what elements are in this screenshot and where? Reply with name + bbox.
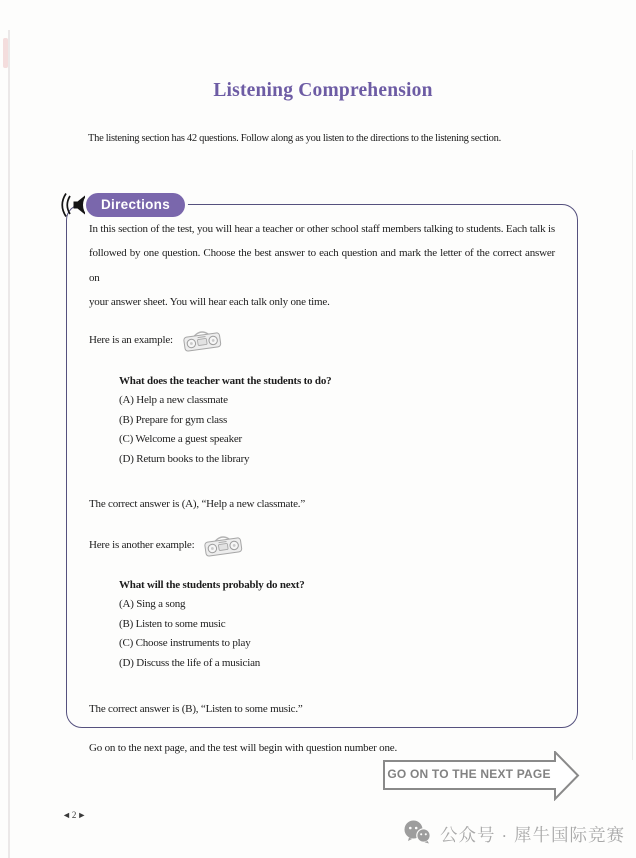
speaker-icon bbox=[60, 192, 87, 219]
scan-edge-artifact-right bbox=[632, 150, 633, 760]
answer-option: (C) Choose instruments to play bbox=[119, 637, 251, 650]
intro-text: The listening section has 42 questions. Follow along as you listen to the directions to the listening section. bbox=[88, 133, 501, 144]
directions-paragraph-line: followed by one question. Choose the best answer to each question and mark the letter of the correct answer on bbox=[89, 247, 555, 284]
watermark bbox=[403, 820, 625, 849]
page-title: Listening Comprehension bbox=[213, 80, 433, 101]
answer-option: (D) Return books to the library bbox=[119, 452, 250, 465]
page-number: ◄2► bbox=[62, 810, 88, 820]
watermark-text: 公众号 · 犀牛国际竞赛 bbox=[440, 825, 626, 845]
directions-paragraph-line: In this section of the test, you will hear a teacher or other school staff members talking to students. Each talk is bbox=[89, 223, 555, 235]
example2-question-block bbox=[119, 576, 555, 673]
closing-text: Go on to the next page, and the test will begin with question number one. bbox=[89, 742, 398, 755]
example1-lead-row bbox=[89, 328, 555, 352]
scan-red-smudge bbox=[3, 38, 8, 68]
cassette-player-icon bbox=[180, 326, 223, 355]
example1-question: What does the teacher want the students to do? bbox=[119, 375, 332, 388]
answer-option: (B) Prepare for gym class bbox=[119, 413, 228, 426]
directions-badge: Directions bbox=[86, 193, 185, 217]
next-page-label: GO ON TO THE NEXT PAGE bbox=[387, 767, 551, 781]
example2-lead-row bbox=[89, 533, 555, 557]
example1-lead-text: Here is an example: bbox=[89, 334, 173, 347]
answer-option: (A) Sing a song bbox=[119, 598, 186, 611]
answer-option: (A) Help a new classmate bbox=[119, 394, 228, 407]
wechat-icon bbox=[403, 820, 431, 849]
answer-option: (C) Welcome a guest speaker bbox=[119, 433, 243, 446]
scan-edge-artifact bbox=[8, 30, 10, 858]
cassette-player-icon bbox=[202, 531, 245, 560]
example2-lead-text: Here is another example: bbox=[89, 539, 195, 552]
example1-correct-answer: The correct answer is (A), “Help a new classmate.” bbox=[89, 498, 306, 511]
example1-question-block bbox=[119, 372, 555, 469]
next-page-arrow bbox=[383, 751, 580, 801]
answer-option: (B) Listen to some music bbox=[119, 617, 226, 630]
answer-option: (D) Discuss the life of a musician bbox=[119, 656, 261, 669]
example2-question: What will the students probably do next? bbox=[119, 579, 305, 592]
example2-correct-answer: The correct answer is (B), “Listen to some music.” bbox=[89, 703, 303, 716]
directions-box bbox=[66, 204, 578, 755]
directions-paragraph-line: your answer sheet. You will hear each talk only one time. bbox=[89, 295, 330, 308]
